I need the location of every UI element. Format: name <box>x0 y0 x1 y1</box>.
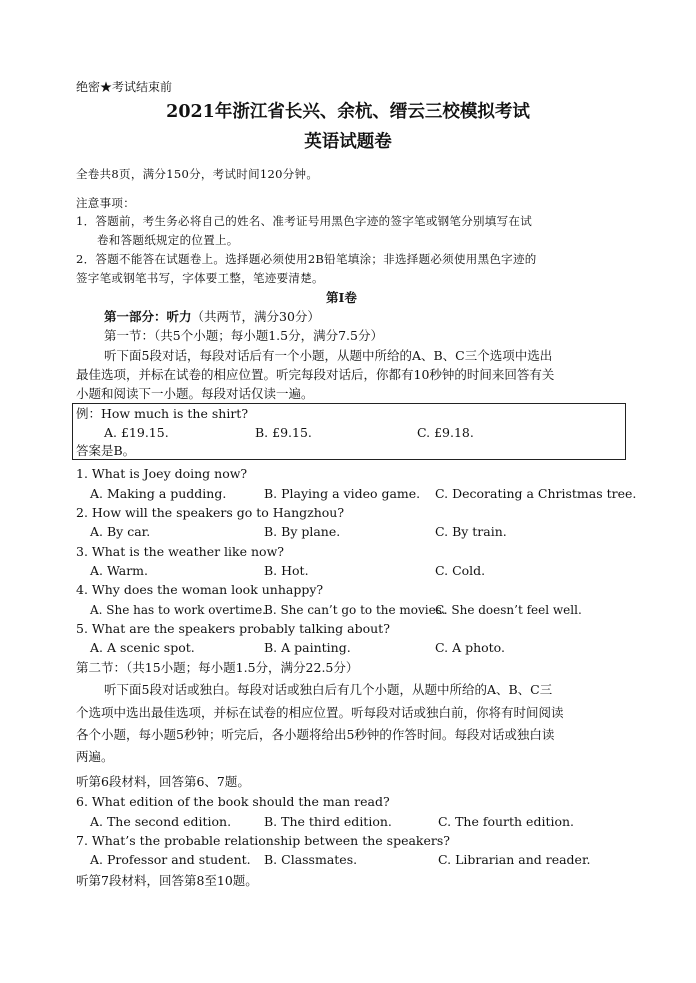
part1-heading <box>104 309 320 325</box>
q4-option-c: C. She doesn’t feel well. <box>435 603 582 617</box>
q1-option-c: C. Decorating a Christmas tree. <box>435 486 637 501</box>
section1-instr-1: 听下面5段对话，每段对话后有一个小题，从题中所给的A、B、C三个选项中选出 <box>104 348 553 363</box>
question-6: 6. What edition of the book should the man read? <box>76 794 390 809</box>
confidential-mark: 绝密★考试结束前 <box>76 80 173 94</box>
q2-option-a: A. By car. <box>90 524 151 539</box>
q4-option-a: A. She has to work overtime. <box>90 603 266 617</box>
question-2: 2. How will the speakers go to Hangzhou? <box>76 505 345 520</box>
q3-option-c: C. Cold. <box>435 563 486 578</box>
q3-option-a: A. Warm. <box>90 563 148 578</box>
example-option-a: A. £19.15. <box>104 425 169 440</box>
question-7: 7. What’s the probable relationship between the speakers? <box>76 833 450 848</box>
q7-option-a: A. Professor and student. <box>90 852 251 867</box>
question-5: 5. What are the speakers probably talking about? <box>76 621 390 636</box>
q6-option-c: C. The fourth edition. <box>438 814 575 829</box>
q4-option-b: B. She can’t go to the movies. <box>264 603 446 617</box>
section2-instr-3: 各个小题，每小题5秒钟；听完后，各小题将给出5秒钟的作答时间。每段对话或独白读 <box>76 727 555 742</box>
q3-option-b: B. Hot. <box>264 563 309 578</box>
exam-subtitle: 英语试题卷 <box>304 132 392 152</box>
question-3: 3. What is the weather like now? <box>76 544 284 559</box>
note-1-line-1: 1．答题前，考生务必将自己的姓名、准考证号用黑色字迹的签字笔或钢笔分别填写在试 <box>76 214 533 228</box>
volume-heading: 第Ⅰ卷 <box>326 290 357 305</box>
part1-title: 第一部分：听力 <box>104 309 192 324</box>
q6-option-b: B. The third edition. <box>264 814 392 829</box>
section1-instr-3: 小题和阅读下一小题。每段对话仅读一遍。 <box>76 386 314 401</box>
material-7-label: 听第7段材料，回答第8至10题。 <box>76 873 258 888</box>
section2-instr-1: 听下面5段对话或独白。每段对话或独白后有几个小题，从题中所给的A、B、C三 <box>104 682 553 697</box>
notes-heading: 注意事项： <box>76 196 135 210</box>
q1-option-b: B. Playing a video game. <box>264 486 421 501</box>
example-question: 例：How much is the shirt? <box>76 406 249 421</box>
q5-option-a: A. A scenic spot. <box>90 640 195 655</box>
q5-option-c: C. A photo. <box>435 640 505 655</box>
q7-option-c: C. Librarian and reader. <box>438 852 591 867</box>
note-2-line-1: 2．答题不能答在试题卷上。选择题必须使用2B铅笔填涂；非选择题必须使用黑色字迹的 <box>76 252 537 266</box>
section2-instr-2: 个选项中选出最佳选项，并标在试卷的相应位置。听每段对话或独白前，你将有时间阅读 <box>76 705 564 720</box>
question-1: 1. What is Joey doing now? <box>76 466 248 481</box>
q2-option-c: C. By train. <box>435 524 507 539</box>
section2-heading: 第二节：（共15小题；每小题1.5分，满分22.5分） <box>76 660 359 675</box>
material-6-label: 听第6段材料，回答第6、7题。 <box>76 774 250 789</box>
question-4: 4. Why does the woman look unhappy? <box>76 582 324 597</box>
part1-note: （共两节，满分30分） <box>191 309 320 324</box>
q1-option-a: A. Making a pudding. <box>90 486 227 501</box>
exam-intro: 全卷共8页，满分150分，考试时间120分钟。 <box>76 167 319 181</box>
example-option-b: B. £9.15. <box>255 425 312 440</box>
note-1-line-2: 卷和答题纸规定的位置上。 <box>97 233 239 247</box>
section1-heading: 第一节：（共5个小题；每小题1.5分，满分7.5分） <box>104 328 383 343</box>
section2-instr-4: 两遍。 <box>76 749 114 764</box>
section1-instr-2: 最佳选项，并标在试卷的相应位置。听完每段对话后，你都有10秒钟的时间来回答有关 <box>76 367 555 382</box>
q2-option-b: B. By plane. <box>264 524 341 539</box>
example-answer: 答案是B。 <box>76 443 136 458</box>
exam-title: 2021年浙江省长兴、余杭、缙云三校模拟考试 <box>166 102 530 122</box>
q5-option-b: B. A painting. <box>264 640 351 655</box>
q7-option-b: B. Classmates. <box>264 852 358 867</box>
example-option-c: C. £9.18. <box>417 425 474 440</box>
note-2-line-2: 签字笔或钢笔书写，字体要工整，笔迹要清楚。 <box>76 271 324 285</box>
q6-option-a: A. The second edition. <box>90 814 232 829</box>
